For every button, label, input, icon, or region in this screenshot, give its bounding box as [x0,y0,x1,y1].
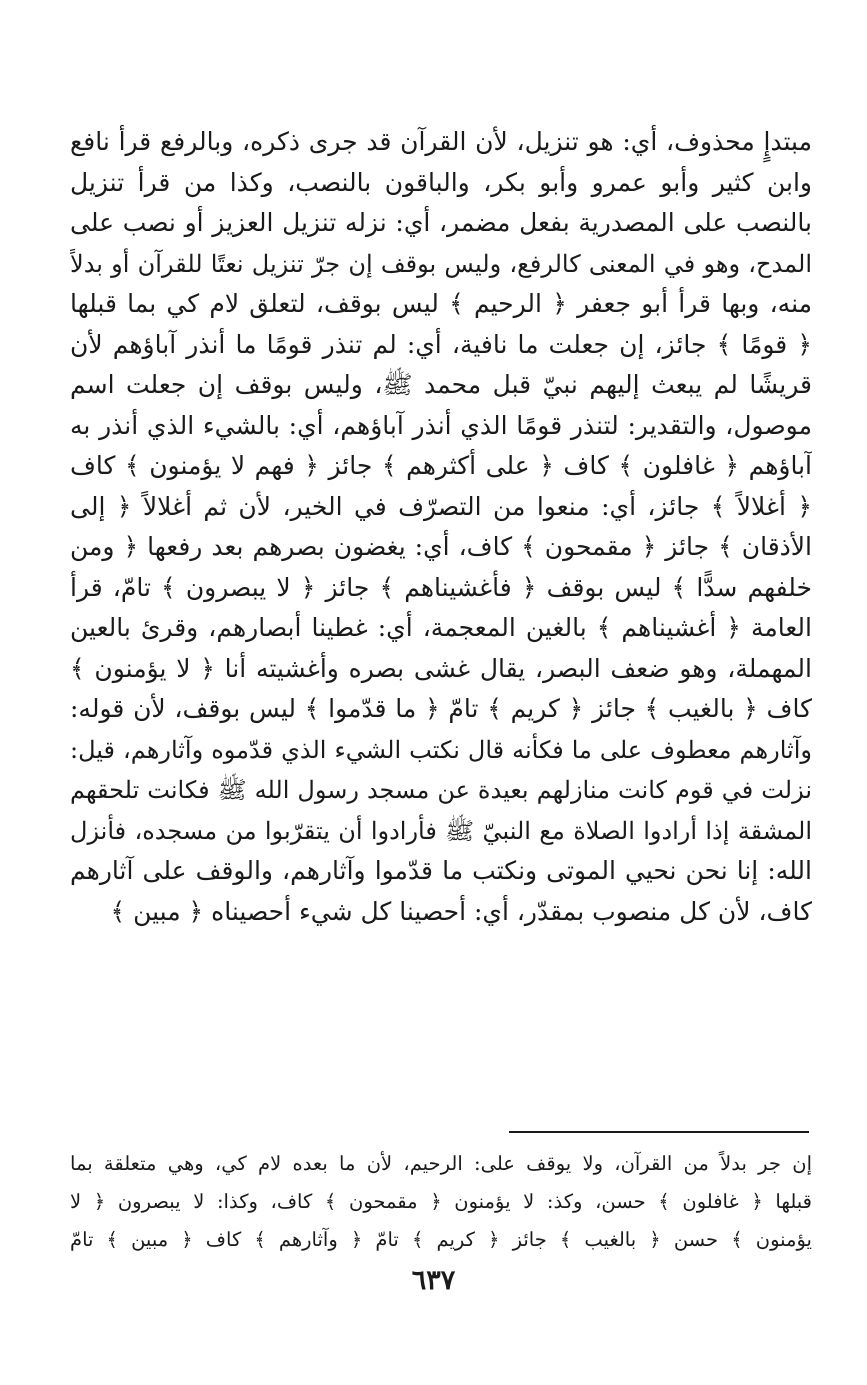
footnote-line: قبلها ﴿ غافلون ﴾ حسن، وكذ: لا يؤمنون ﴿ مقمحون ﴾ كاف، وكذا: لا يبصرون ﴿ لا [70,1190,812,1213]
text-line: منه، وبها قرأ أبو جعفر ﴿ الرحيم ﴾ ليس بوقف، لتعلق لام كي بما قبلها [70,289,812,318]
text-line: قريشًا لم يبعث إليهم نبيّ قبل محمد ﷺ، وليس بوقف إن جعلت اسم [70,370,812,399]
footnote-block [70,1145,812,1259]
footnote-line: إن جر بدلاً من القرآن، ولا يوقف على: الرحيم، لأن ما بعده لام كي، وهي متعلقة بما [70,1152,812,1175]
text-line: ﴿ أغلالاً ﴾ جائز، أي: منعوا من التصرّف في الخير، لأن ثم أغلالاً ﴿ إلى [70,491,812,521]
text-line: الأذقان ﴾ جائز ﴿ مقمحون ﴾ كاف، أي: يغضون بصرهم بعد رفعها ﴿ ومن [70,532,812,561]
footnote-line: يؤمنون ﴾ حسن ﴿ بالغيب ﴾ جائز ﴿ كريم ﴾ تامّ ﴿ وآثارهم ﴾ كاف ﴿ مبين ﴾ تامّ [70,1228,812,1251]
text-line: الله: إنا نحن نحيي الموتى ونكتب ما قدّموا وآثارهم، والوقف على آثارهم [70,856,812,885]
text-line: نزلت في قوم كانت منازلهم بعيدة عن مسجد رسول الله ﷺ فكانت تلحقهم [70,776,812,804]
page-number: ٦٣٧ [411,1265,456,1296]
text-line: وابن كثير وأبو عمرو وأبو بكر، والباقون بالنصب، وكذا من قرأ تنزيل [70,167,812,197]
text-line: المشقة إذا أرادوا الصلاة مع النبيّ ﷺ فأرادوا أن يتقرّبوا من مسجده، فأنزل [70,816,812,845]
text-line: موصول، والتقدير: لتنذر قومًا الذي أنذر آباؤهم، أي: بالشيء الذي أنذر به [70,410,812,440]
main-text-block [70,122,812,932]
text-line: آباؤهم ﴿ غافلون ﴾ كاف ﴿ على أكثرهم ﴾ جائز ﴿ فهم لا يؤمنون ﴾ كاف [70,451,812,480]
text-line: المدح، وهو في المعنى كالرفع، وليس بوقف إن جرّ تنزيل نعتًا للقرآن أو بدلاً [70,249,812,278]
text-line: العامة ﴿ أغشيناهم ﴾ بالغين المعجمة، أي: غطينا أبصارهم، وقرئ بالعين [70,613,812,642]
text-line: كاف، لأن كل منصوب بمقدّر، أي: أحصينا كل شيء أحصيناه ﴿ مبين ﴾ [110,896,812,926]
text-line: بالنصب على المصدرية بفعل مضمر، أي: نزله تنزيل العزيز أو نصب على [70,208,812,237]
text-line: المهملة، وهو ضعف البصر، يقال غشى بصره وأغشيته أنا ﴿ لا يؤمنون ﴾ [70,653,812,683]
text-line: مبتدإٍ محذوف، أي: هو تنزيل، لأن القرآن قد جرى ذكره، وبالرفع قرأ نافع [70,127,812,156]
text-line: كاف ﴿ بالغيب ﴾ جائز ﴿ كريم ﴾ تامّ ﴿ ما قدّموا ﴾ ليس بوقف، لأن قوله: [70,694,812,723]
footnote-divider [509,1131,809,1133]
text-line: وآثارهم معطوف على ما فكأنه قال نكتب الشيء الذي قدّموه وآثارهم، قيل: [70,735,812,764]
text-line: خلفهم سدًّا ﴾ ليس بوقف ﴿ فأغشيناهم ﴾ جائز ﴿ لا يبصرون ﴾ تامّ، قرأ [70,572,812,602]
text-line: ﴿ قومًا ﴾ جائز، إن جعلت ما نافية، أي: لم تنذر قومًا ما أنذر آباؤهم لأن [70,329,812,359]
